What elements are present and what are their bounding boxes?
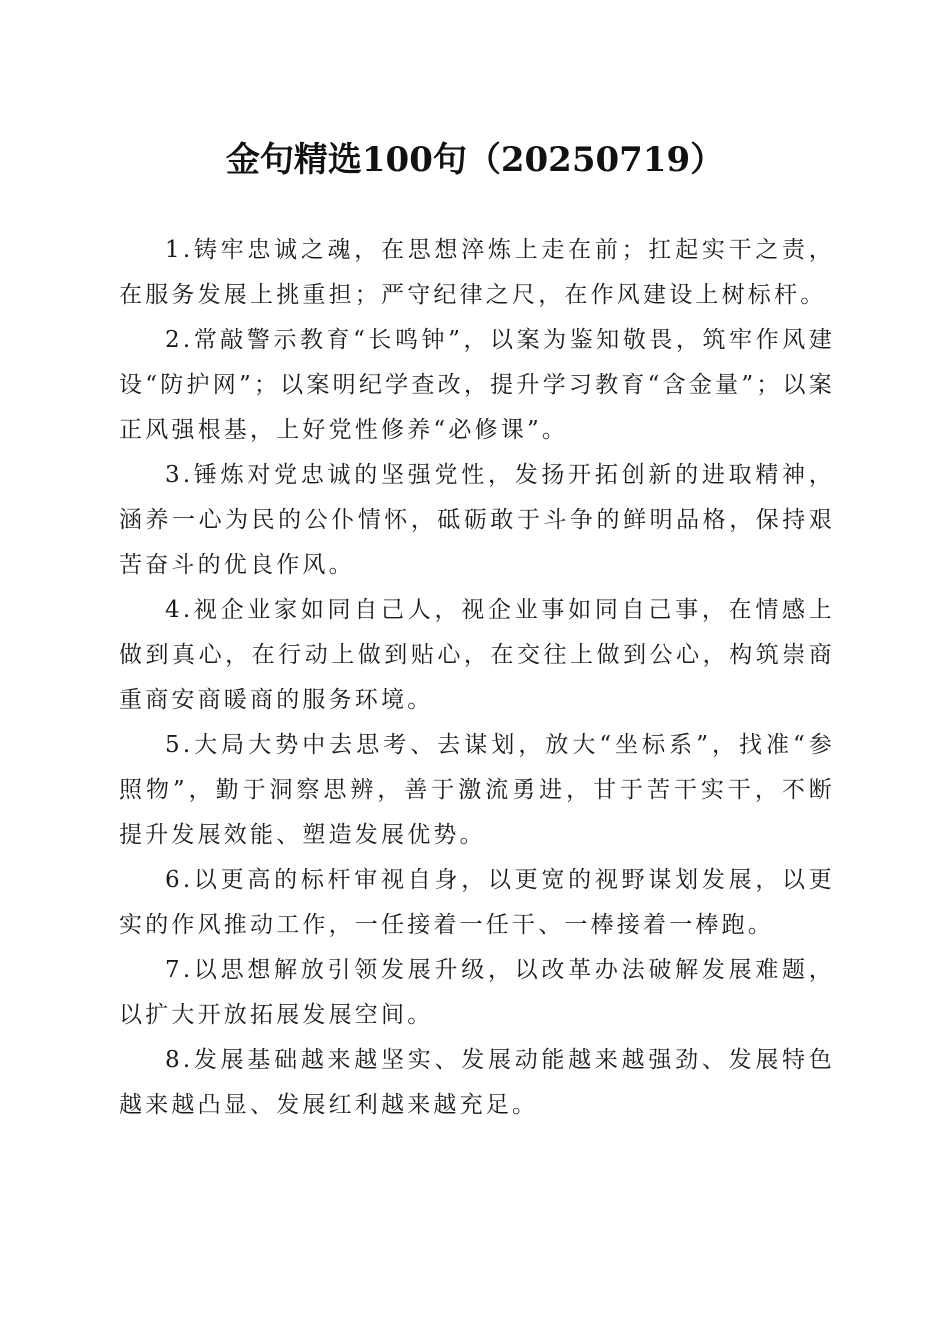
document-title: 金句精选100句（20250719） bbox=[225, 140, 725, 180]
paragraph-4: 4.视企业家如同自己人，视企业事如同自己事，在情感上做到真心，在行动上做到贴心，在交往上做到公心，构筑崇商重商安商暖商的服务环境。 bbox=[119, 597, 835, 713]
paragraph-6: 6.以更高的标杆审视自身，以更宽的视野谋划发展，以更实的作风推动工作，一任接着一任干、一棒接着一棒跑。 bbox=[119, 867, 835, 938]
paragraph-7: 7.以思想解放引领发展升级，以改革办法破解发展难题，以扩大开放拓展发展空间。 bbox=[119, 957, 835, 1028]
paragraph-2: 2.常敲警示教育“长鸣钟”，以案为鉴知敬畏，筑牢作风建设“防护网”；以案明纪学查改，提升学习教育“含金量”；以案正风强根基，上好党性修养“必修课”。 bbox=[119, 327, 835, 443]
document-body bbox=[119, 228, 835, 1128]
paragraph-8: 8.发展基础越来越坚实、发展动能越来越强劲、发展特色越来越凸显、发展红利越来越充足。 bbox=[119, 1047, 835, 1118]
paragraph-3: 3.锤炼对党忠诚的坚强党性，发扬开拓创新的进取精神，涵养一心为民的公仆情怀，砥砺敢于斗争的鲜明品格，保持艰苦奋斗的优良作风。 bbox=[119, 462, 835, 578]
paragraph-5: 5.大局大势中去思考、去谋划，放大“坐标系”，找准“参照物”，勤于洞察思辨，善于激流勇进，甘于苦干实干，不断提升发展效能、塑造发展优势。 bbox=[119, 732, 835, 848]
paragraph-1: 1.铸牢忠诚之魂，在思想淬炼上走在前；扛起实干之责，在服务发展上挑重担；严守纪律之尺，在作风建设上树标杆。 bbox=[119, 237, 835, 308]
